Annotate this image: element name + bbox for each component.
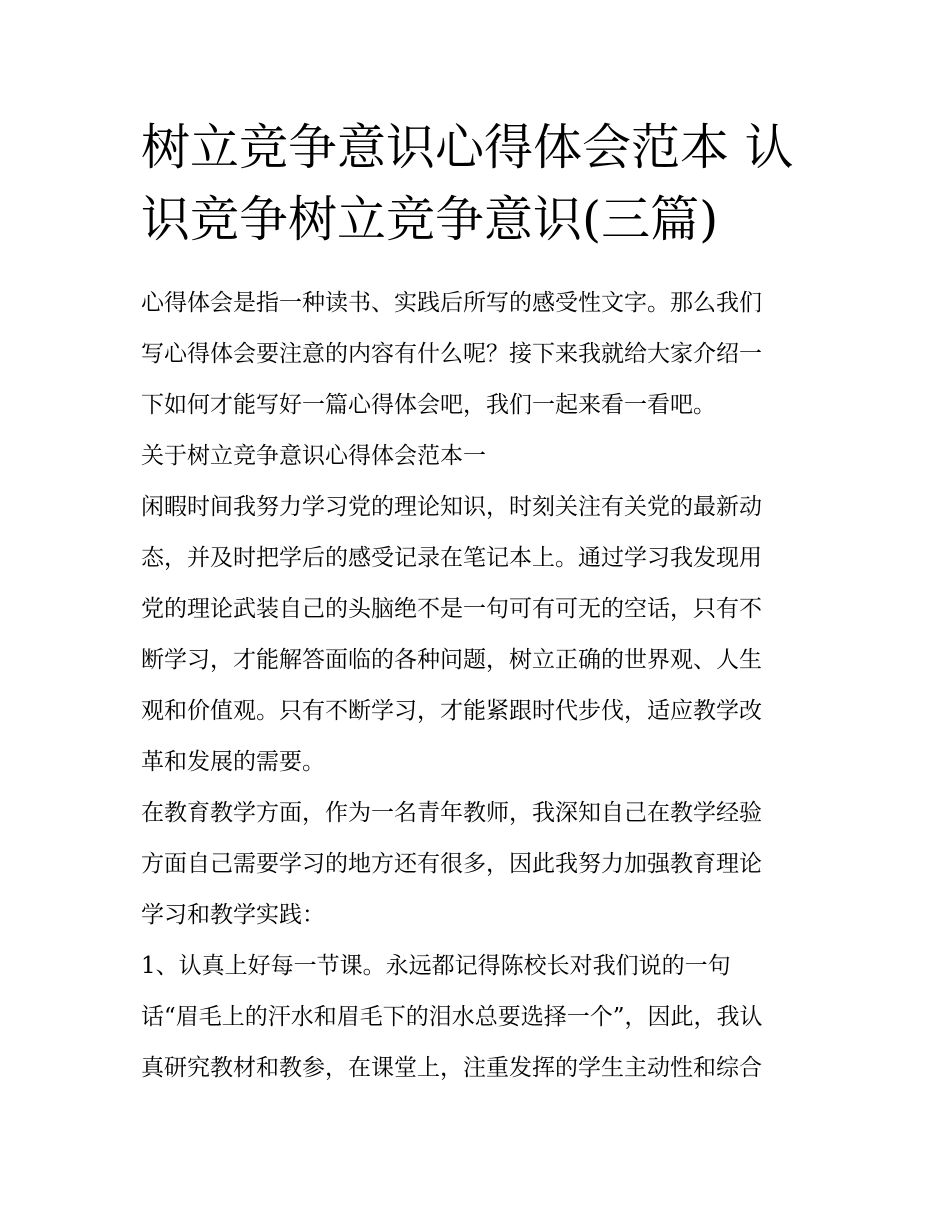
body-line: 真研究教材和教参，在课堂上，注重发挥的学生主动性和综合 — [141, 1055, 762, 1081]
body-line: 党的理论武装自己的头脑绝不是一句可有可无的空话，只有不 — [141, 596, 762, 622]
title-line: 识竞争树立竞争意识(三篇) — [141, 191, 719, 248]
title-line: 树立竞争意识心得体会范本 认 — [141, 119, 794, 176]
body-line: 下如何才能写好一篇心得体会吧，我们一起来看一看吧。 — [141, 392, 716, 418]
document-title — [141, 112, 821, 256]
document-body — [141, 278, 821, 1094]
body-line: 写心得体会要注意的内容有什么呢？接下来我就给大家介绍一 — [141, 341, 762, 367]
body-line: 断学习，才能解答面临的各种问题，树立正确的世界观、人生 — [141, 647, 762, 673]
body-line: 1、认真上好每一节课。永远都记得陈校长对我们说的一句 — [141, 953, 731, 979]
body-line: 心得体会是指一种读书、实践后所写的感受性文字。那么我们 — [141, 290, 762, 316]
body-line: 方面自己需要学习的地方还有很多，因此我努力加强教育理论 — [141, 851, 762, 877]
body-line: 态，并及时把学后的感受记录在笔记本上。通过学习我发现用 — [141, 545, 762, 571]
section-heading: 关于树立竞争意识心得体会范本一 — [141, 443, 486, 469]
body-line: 在教育教学方面，作为一名青年教师，我深知自己在教学经验 — [141, 800, 762, 826]
body-line: 话“眉毛上的汗水和眉毛下的泪水总要选择一个”，因此，我认 — [141, 1004, 763, 1030]
body-line: 观和价值观。只有不断学习，才能紧跟时代步伐，适应教学改 — [141, 698, 762, 724]
body-line: 闲暇时间我努力学习党的理论知识，时刻关注有关党的最新动 — [141, 494, 762, 520]
body-line: 革和发展的需要。 — [141, 749, 325, 775]
body-line: 学习和教学实践： — [141, 902, 325, 928]
